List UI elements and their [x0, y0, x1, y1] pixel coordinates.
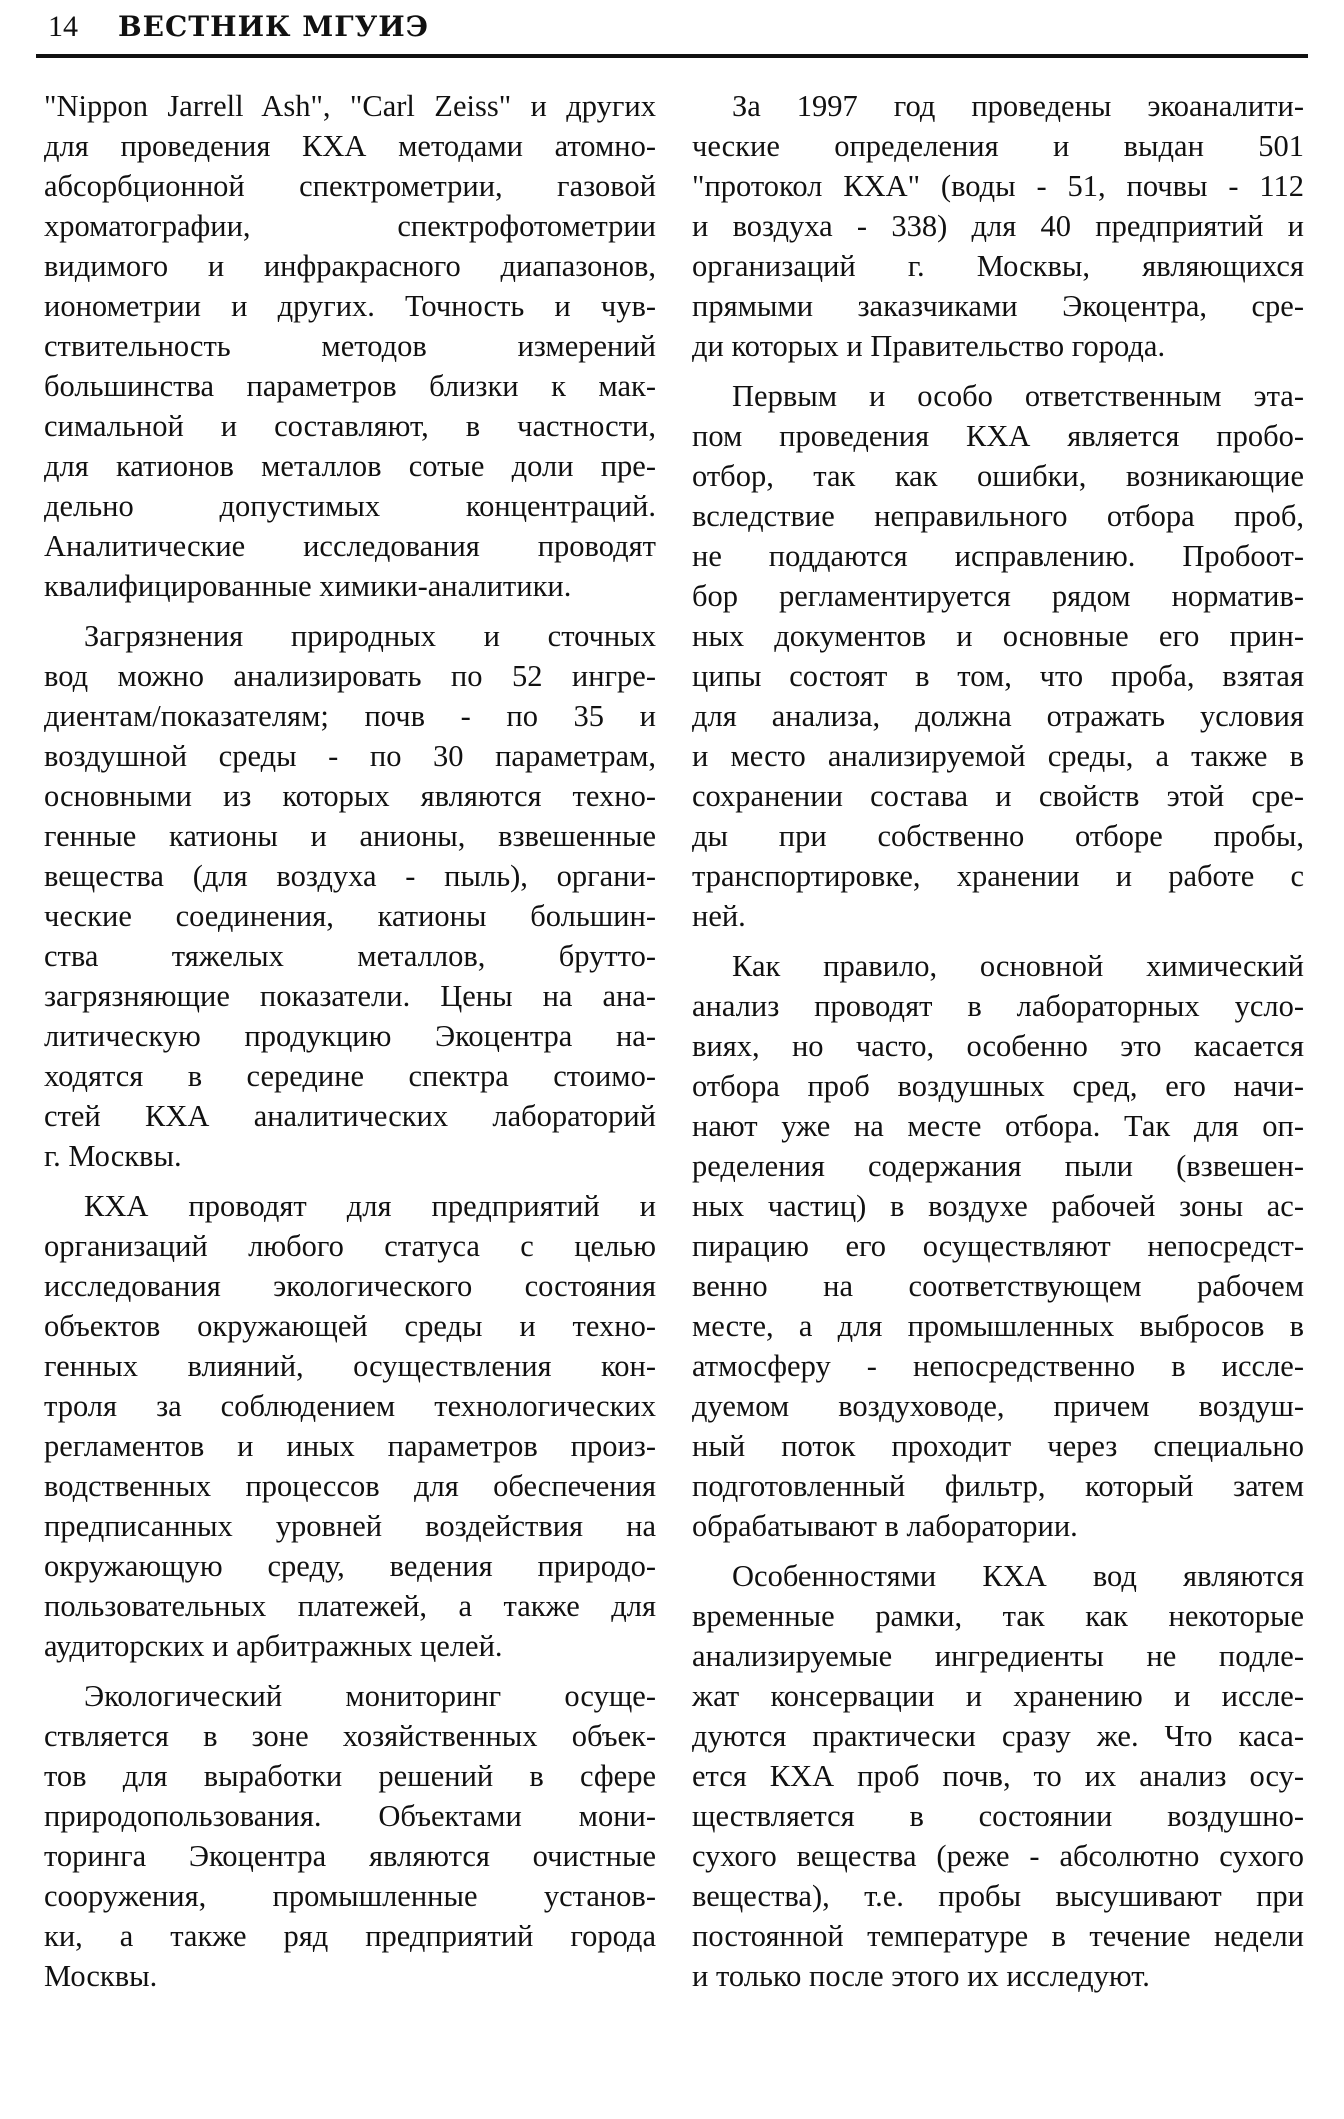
- text-line: "Nippon Jarrell Ash", "Carl Zeiss" и других: [44, 89, 656, 123]
- text-line: Загрязнения природных и сточных: [84, 619, 656, 653]
- text-line: ней.: [692, 899, 746, 933]
- text-line: подготовленный фильтр, который затем: [692, 1469, 1304, 1503]
- text-line: Как правило, основной химический: [732, 949, 1304, 983]
- text-line: ди которых и Правительство города.: [692, 329, 1166, 363]
- text-line: Особенностями КХА вод являются: [732, 1559, 1304, 1593]
- text-line: и место анализируемой среды, а также в: [692, 739, 1304, 773]
- right-column: [692, 86, 1304, 2006]
- text-line: г. Москвы.: [44, 1139, 182, 1173]
- text-line: транспортировке, хранении и работе с: [692, 859, 1304, 893]
- text-line: организаций любого статуса с целью: [44, 1229, 656, 1263]
- text-line: хроматографии, спектрофотометрии: [44, 209, 656, 243]
- text-line: для проведения КХА методами атомно-: [44, 129, 656, 163]
- text-line: ных частиц) в воздухе рабочей зоны ас-: [692, 1189, 1304, 1223]
- text-line: ципы состоят в том, что проба, взятая: [692, 659, 1304, 693]
- text-line: генных влияний, осуществления кон-: [44, 1349, 656, 1383]
- text-line: основными из которых являются техно-: [44, 779, 656, 813]
- paragraph: [44, 1676, 656, 1996]
- text-line: бор регламентируется рядом норматив-: [692, 579, 1304, 613]
- text-line: загрязняющие показатели. Цены на ана-: [44, 979, 656, 1013]
- text-line: ществляется в состоянии воздушно-: [692, 1799, 1304, 1833]
- paragraph: [692, 86, 1304, 366]
- text-line: ческие соединения, катионы большин-: [44, 899, 656, 933]
- text-line: анализ проводят в лабораторных усло-: [692, 989, 1304, 1023]
- text-line: водственных процессов для обеспечения: [44, 1469, 656, 1503]
- text-line: троля за соблюдением технологических: [44, 1389, 656, 1423]
- text-line: венно на соответствующем рабочем: [692, 1269, 1304, 1303]
- text-line: сохранении состава и свойств этой сре-: [692, 779, 1304, 813]
- paragraph: [692, 1556, 1304, 1996]
- text-line: вод можно анализировать по 52 ингре-: [44, 659, 656, 693]
- text-line: торинга Экоцентра являются очистные: [44, 1839, 656, 1873]
- text-line: литическую продукцию Экоцентра на-: [44, 1019, 656, 1053]
- text-line: Аналитические исследования проводят: [44, 529, 656, 563]
- text-line: тов для выработки решений в сфере: [44, 1759, 656, 1793]
- text-line: сооружения, промышленные установ-: [44, 1879, 656, 1913]
- text-line: стей КХА аналитических лабораторий: [44, 1099, 656, 1133]
- text-line: прямыми заказчиками Экоцентра, сре-: [692, 289, 1304, 323]
- text-line: генные катионы и анионы, взвешенные: [44, 819, 656, 853]
- text-line: организаций г. Москвы, являющихся: [692, 249, 1304, 283]
- text-line: ствительность методов измерений: [44, 329, 656, 363]
- text-line: виях, но часто, особенно это касается: [692, 1029, 1304, 1063]
- text-line: вещества), т.е. пробы высушивают при: [692, 1879, 1304, 1913]
- text-line: симальной и составляют, в частности,: [44, 409, 656, 443]
- text-line: пом проведения КХА является пробо-: [692, 419, 1304, 453]
- text-line: вещества (для воздуха - пыль), органи-: [44, 859, 656, 893]
- paragraph: [44, 616, 656, 1176]
- text-line: ределения содержания пыли (взвешен-: [692, 1149, 1304, 1183]
- text-line: За 1997 год проведены экоаналити-: [732, 89, 1304, 123]
- text-line: и только после этого их исследуют.: [692, 1959, 1150, 1993]
- text-line: ных документов и основные его прин-: [692, 619, 1304, 653]
- paragraph: [692, 946, 1304, 1546]
- text-line: вследствие неправильного отбора проб,: [692, 499, 1304, 533]
- text-line: жат консервации и хранению и иссле-: [692, 1679, 1304, 1713]
- text-line: окружающую среду, ведения природо-: [44, 1549, 656, 1583]
- text-line: дуются практически сразу же. Что каса-: [692, 1719, 1304, 1753]
- text-line: объектов окружающей среды и техно-: [44, 1309, 656, 1343]
- paragraph: [692, 376, 1304, 936]
- text-line: ходятся в середине спектра стоимо-: [44, 1059, 656, 1093]
- text-line: видимого и инфракрасного диапазонов,: [44, 249, 656, 283]
- text-line: для катионов металлов сотые доли пре-: [44, 449, 656, 483]
- page-number: 14: [48, 10, 78, 43]
- text-line: анализируемые ингредиенты не подле-: [692, 1639, 1304, 1673]
- text-line: сухого вещества (реже - абсолютно сухого: [692, 1839, 1304, 1873]
- text-line: абсорбционной спектрометрии, газовой: [44, 169, 656, 203]
- text-line: ческие определения и выдан 501: [692, 129, 1304, 163]
- text-line: Москвы.: [44, 1959, 158, 1993]
- page-header: [48, 10, 429, 50]
- journal-title: ВЕСТНИК МГУИЭ: [118, 10, 430, 43]
- text-line: и воздуха - 338) для 40 предприятий и: [692, 209, 1304, 243]
- text-line: большинства параметров близки к мак-: [44, 369, 656, 403]
- text-line: "протокол КХА" (воды - 51, почвы - 112: [692, 169, 1304, 203]
- text-line: для анализа, должна отражать условия: [692, 699, 1304, 733]
- text-line: отбор, так как ошибки, возникающие: [692, 459, 1304, 493]
- text-line: ства тяжелых металлов, брутто-: [44, 939, 656, 973]
- text-line: регламентов и иных параметров произ-: [44, 1429, 656, 1463]
- paragraph: [44, 86, 656, 606]
- text-line: дельно допустимых концентраций.: [44, 489, 656, 523]
- text-line: постоянной температуре в течение недели: [692, 1919, 1304, 1953]
- text-line: отбора проб воздушных сред, его начи-: [692, 1069, 1304, 1103]
- text-line: исследования экологического состояния: [44, 1269, 656, 1303]
- text-line: ды при собственно отборе пробы,: [692, 819, 1304, 853]
- text-line: ствляется в зоне хозяйственных объек-: [44, 1719, 656, 1753]
- left-column: [44, 86, 656, 2006]
- text-line: пользовательных платежей, а также для: [44, 1589, 656, 1623]
- text-line: аудиторских и арбитражных целей.: [44, 1629, 503, 1663]
- text-line: квалифицированные химики-аналитики.: [44, 569, 572, 603]
- text-line: дуемом воздуховоде, причем воздуш-: [692, 1389, 1304, 1423]
- text-line: нают уже на месте отбора. Так для оп-: [692, 1109, 1304, 1143]
- text-line: обрабатывают в лаборатории.: [692, 1509, 1078, 1543]
- paragraph: [44, 1186, 656, 1666]
- text-line: Экологический мониторинг осуще-: [84, 1679, 656, 1713]
- text-line: предписанных уровней воздействия на: [44, 1509, 656, 1543]
- text-line: КХА проводят для предприятий и: [84, 1189, 656, 1223]
- text-line: воздушной среды - по 30 параметрам,: [44, 739, 656, 773]
- text-line: атмосферу - непосредственно в иссле-: [692, 1349, 1304, 1383]
- text-line: временные рамки, так как некоторые: [692, 1599, 1304, 1633]
- text-line: природопользования. Объектами мони-: [44, 1799, 656, 1833]
- text-line: ный поток проходит через специально: [692, 1429, 1304, 1463]
- text-line: пирацию его осуществляют непосредст-: [692, 1229, 1304, 1263]
- header-rule: [36, 54, 1308, 58]
- text-line: месте, а для промышленных выбросов в: [692, 1309, 1304, 1343]
- text-line: ется КХА проб почв, то их анализ осу-: [692, 1759, 1304, 1793]
- text-line: Первым и особо ответственным эта-: [732, 379, 1304, 413]
- text-line: ионометрии и других. Точность и чув-: [44, 289, 656, 323]
- text-line: ки, а также ряд предприятий города: [44, 1919, 656, 1953]
- text-line: диентам/показателям; почв - по 35 и: [44, 699, 656, 733]
- text-line: не поддаются исправлению. Пробоот-: [692, 539, 1304, 573]
